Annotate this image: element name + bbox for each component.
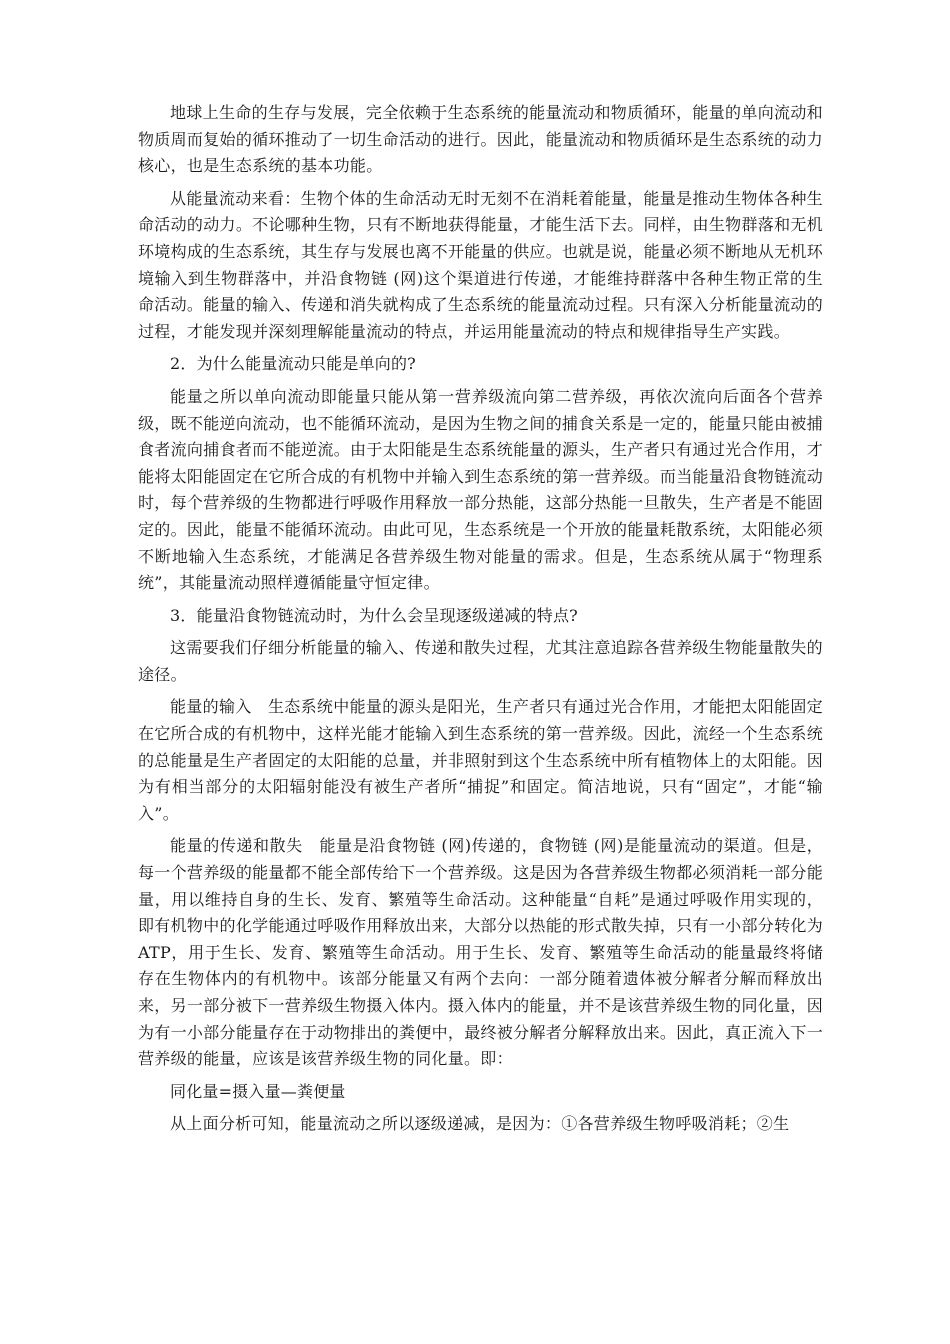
paragraph-intro: 地球上生命的生存与发展，完全依赖于生态系统的能量流动和物质循环，能量的单向流动和物质周而复始的循环推动了一切生命活动的进行。因此，能量流动和物质循环是生态系统的动力核心，也是生态系统的基本功能。 <box>138 103 823 176</box>
question-3: 3．能量沿食物链流动时，为什么会呈现逐级递减的特点? <box>170 605 578 625</box>
formula-assimilation: 同化量=摄入量—粪便量 <box>170 1081 346 1101</box>
paragraph-analysis-intro: 这需要我们仔细分析能量的输入、传递和散失过程，尤其注意追踪各营养级生物能量散失的途径。 <box>138 638 823 684</box>
paragraph-energy-flow: 从能量流动来看：生物个体的生命活动无时无刻不在消耗着能量，能量是推动生物体各种生命活动的动力。不论哪种生物，只有不断地获得能量，才能生活下去。同样，由生物群落和无机环境构成的生态系统，其生存与发展也离不开能量的供应。也就是说，能量必须不断地从无机环境输入到生物群落中，并沿食物链 (网)这个渠道进行传递，才能维持群落中各种生物正常的生命活动。能量的输入、传递和消失就构成了生态系统的能量流动过程。只有深入分析能量流动的过程，才能发现并深刻理解能量流动的特点，并运用能量流动的特点和规律指导生产实践。 <box>138 188 823 341</box>
question-2: 2．为什么能量流动只能是单向的? <box>170 354 416 374</box>
paragraph-energy-transfer: 能量的传递和散失 能量是沿食物链 (网)传递的，食物链 (网)是能量流动的渠道。但是，每一个营养级的能量都不能全部传给下一个营养级。这是因为各营养级生物都必须消耗一部分能量，用以维持自身的生长、发育、繁殖等生命活动。这种能量“自耗”是通过呼吸作用实现的，即有机物中的化学能通过呼吸作用释放出来，大部分以热能的形式散失掉，只有一小部分转化为ATP，用于生长、发育、繁殖等生命活动。用于生长、发育、繁殖等生命活动的能量最终将储存在生物体内的有机物中。该部分能量又有两个去向：一部分随着遗体被分解者分解而释放出来，另一部分被下一营养级生物摄入体内。摄入体内的能量，并不是该营养级生物的同化量，因为有一小部分能量存在于动物排出的粪便中，最终被分解者分解释放出来。因此，真正流入下一营养级的能量，应该是该营养级生物的同化量。即： <box>138 836 823 1069</box>
paragraph-one-way-flow: 能量之所以单向流动即能量只能从第一营养级流向第二营养级，再依次流向后面各个营养级，既不能逆向流动，也不能循环流动，是因为生物之间的捕食关系是一定的，能量只能由被捕食者流向捕食者而不能逆流。由于太阳能是生态系统能量的源头，生产者只有通过光合作用，才能将太阳能固定在它所合成的有机物中并输入到生态系统的第一营养级。而当能量沿食物链流动时，每个营养级的生物都进行呼吸作用释放一部分热能，这部分热能一旦散失，生产者是不能固定的。因此，能量不能循环流动。由此可见，生态系统是一个开放的能量耗散系统，太阳能必须不断地输入生态系统，才能满足各营养级生物对能量的需求。但是，生态系统从属于“物理系统”，其能量流动照样遵循能量守恒定律。 <box>138 386 823 593</box>
paragraph-energy-input: 能量的输入 生态系统中能量的源头是阳光，生产者只有通过光合作用，才能把太阳能固定在它所合成的有机物中，这样光能才能输入到生态系统的第一营养级。因此，流经一个生态系统的总能量是生产者固定的太阳能的总量，并非照射到这个生态系统中所有植物体上的太阳能。因为有相当部分的太阳辐射能没有被生产者所“捕捉”和固定。简洁地说，只有“固定”，才能“输入”。 <box>138 697 823 823</box>
paragraph-conclusion: 从上面分析可知，能量流动之所以逐级递减，是因为：①各营养级生物呼吸消耗；②生 <box>170 1114 790 1134</box>
document-page <box>138 100 823 1144</box>
